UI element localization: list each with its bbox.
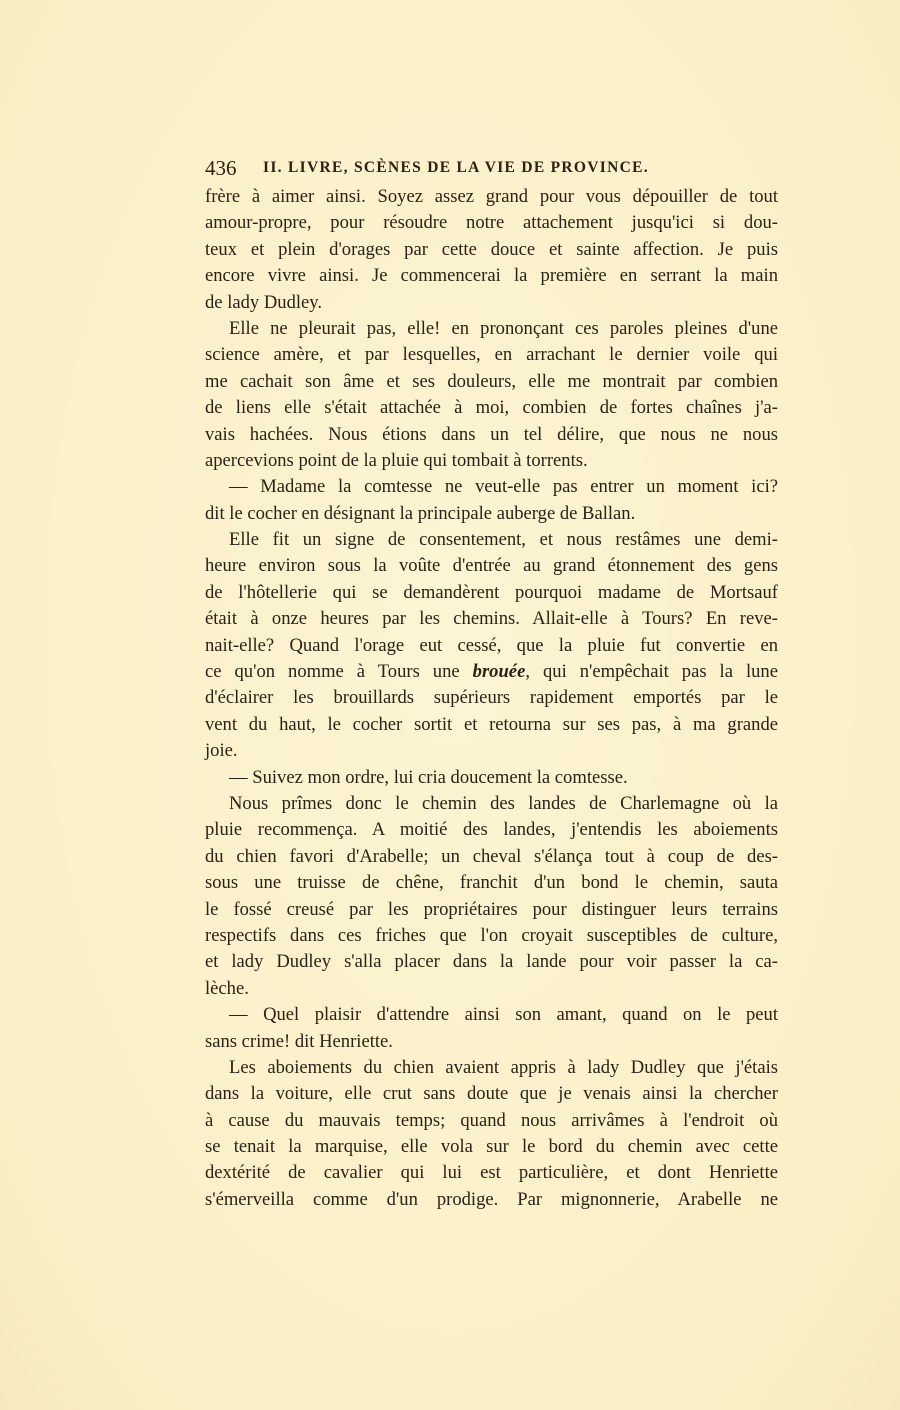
italic-term: brouée xyxy=(472,661,526,683)
text-line: dextérité de cavalier qui lui est particulière, et dont Henriette xyxy=(205,1162,778,1184)
text-line: — Quel plaisir d'attendre ainsi son amant, quand on le peut xyxy=(229,1004,778,1026)
text-line: Les aboiements du chien avaient appris à lady Dudley que j'étais xyxy=(229,1056,778,1078)
text-line: teux et plein d'orages par cette douce et sainte affection. Je puis xyxy=(205,238,778,260)
text-line: s'émerveilla comme d'un prodige. Par mignonnerie, Arabelle ne xyxy=(205,1188,778,1210)
text-line: à cause du mauvais temps; quand nous arrivâmes à l'endroit où xyxy=(205,1109,778,1131)
paragraph xyxy=(205,791,778,1002)
text-line: dans la voiture, elle crut sans doute que je venais ainsi la chercher xyxy=(205,1083,778,1105)
paragraph xyxy=(205,1002,778,1055)
text-line: vent du haut, le cocher sortit et retourna sur ses pas, à ma grande xyxy=(205,713,778,735)
paragraph xyxy=(205,184,778,316)
text-line: Elle ne pleurait pas, elle! en prononçant ces paroles pleines d'une xyxy=(229,317,778,339)
page-number: 436 xyxy=(205,156,237,180)
paragraph xyxy=(205,1055,778,1213)
text-line: se tenait la marquise, elle vola sur le bord du chemin avec cette xyxy=(205,1136,778,1158)
text-line: de liens elle s'était attachée à moi, combien de fortes chaînes j'a- xyxy=(205,397,778,419)
text-line: de l'hôtellerie qui se demandèrent pourquoi madame de Mortsauf xyxy=(205,581,778,603)
text-line: d'éclairer les brouillards supérieurs rapidement emportés par le xyxy=(205,687,778,709)
text-line: amour-propre, pour résoudre notre attachement jusqu'ici si dou- xyxy=(205,212,778,234)
text-line: me cachait son âme et ses douleurs, elle me montrait par combien xyxy=(205,370,778,392)
text-line: nait-elle? Quand l'orage eut cessé, que la pluie fut convertie en xyxy=(205,634,778,656)
text-line: joie. xyxy=(205,740,238,762)
paragraph xyxy=(205,527,778,765)
text-line: de lady Dudley. xyxy=(205,291,323,313)
text-line: — Suivez mon ordre, lui cria doucement la comtesse. xyxy=(229,766,628,788)
text-line: encore vivre ainsi. Je commencerai la première en serrant la main xyxy=(205,265,778,287)
text-line: était à onze heures par les chemins. Allait-elle à Tours? En reve- xyxy=(205,608,778,630)
text-line: sous une truisse de chêne, franchit d'un bond le chemin, sauta xyxy=(205,872,778,894)
text-line: respectifs dans ces friches que l'on croyait susceptibles de culture, xyxy=(205,924,778,946)
body-text xyxy=(205,184,778,1213)
text-line: apercevions point de la pluie qui tombait à torrents. xyxy=(205,449,588,471)
text-line: et lady Dudley s'alla placer dans la lande pour voir passer la ca- xyxy=(205,951,778,973)
text-line: dit le cocher en désignant la principale auberge de Ballan. xyxy=(205,502,636,524)
paragraph xyxy=(205,316,778,474)
text-line: — Madame la comtesse ne veut-elle pas entrer un moment ici? xyxy=(229,476,778,498)
text-line: ce qu'on nomme à Tours une brouée, qui n'empêchait pas la lune xyxy=(205,661,778,683)
text-line: le fossé creusé par les propriétaires pour distinguer leurs terrains xyxy=(205,898,778,920)
text-line: pluie recommença. A moitié des landes, j'entendis les aboiements xyxy=(205,819,778,841)
text-line: frère à aimer ainsi. Soyez assez grand pour vous dépouiller de tout xyxy=(205,186,778,207)
text-line: vais hachées. Nous étions dans un tel délire, que nous ne nous xyxy=(205,423,778,445)
running-title: II. LIVRE, SCÈNES DE LA VIE DE PROVINCE. xyxy=(263,159,649,176)
text-line: Nous prîmes donc le chemin des landes de Charlemagne où la xyxy=(229,792,778,814)
text-line: du chien favori d'Arabelle; un cheval s'élança tout à coup de des- xyxy=(205,845,778,867)
text-line: lèche. xyxy=(205,977,249,999)
paragraph xyxy=(205,474,778,527)
page-header xyxy=(205,156,720,182)
text-line: Elle fit un signe de consentement, et nous restâmes une demi- xyxy=(229,529,778,551)
paragraph xyxy=(205,765,778,791)
text-line: sans crime! dit Henriette. xyxy=(205,1030,393,1052)
text-line: science amère, et par lesquelles, en arrachant le dernier voile qui xyxy=(205,344,778,366)
text-line: heure environ sous la voûte d'entrée au grand étonnement des gens xyxy=(205,555,778,577)
